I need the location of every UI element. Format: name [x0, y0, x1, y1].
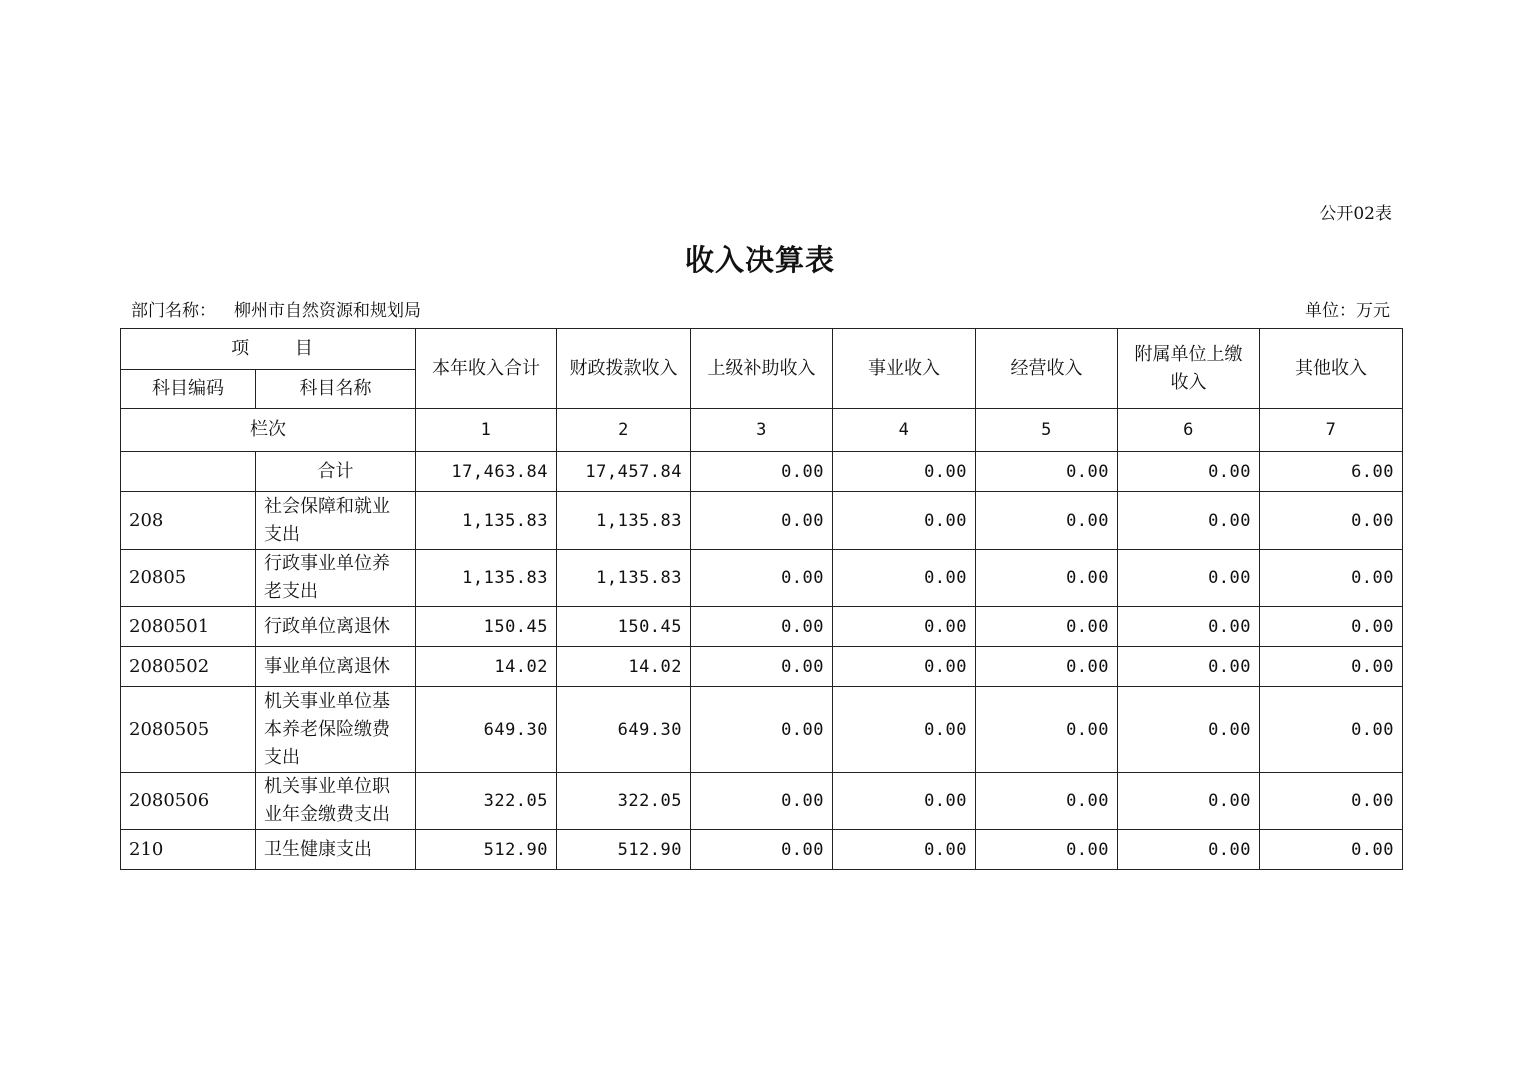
index-label: 栏次	[121, 409, 416, 452]
row-value: 322.05	[416, 773, 557, 830]
row-value: 0.00	[691, 687, 833, 773]
header-col-label-line: 其他收入	[1295, 357, 1368, 379]
row-value: 649.30	[557, 687, 691, 773]
row-name-line: 业年金缴费支出	[264, 804, 390, 825]
header-col-7	[1260, 329, 1403, 409]
row-name	[256, 607, 416, 647]
row-name-line: 社会保障和就业	[264, 495, 390, 517]
header-col-label-line: 财政拨款收入	[569, 357, 678, 379]
row-value: 0.00	[976, 830, 1118, 870]
row-name	[256, 687, 416, 773]
index-number: 7	[1260, 409, 1403, 452]
row-value: 150.45	[557, 607, 691, 647]
row-value: 0.00	[691, 830, 833, 870]
row-value: 0.00	[976, 607, 1118, 647]
row-value: 0.00	[1118, 647, 1260, 687]
total-value: 6.00	[1260, 452, 1403, 492]
row-code: 2080505	[121, 687, 256, 773]
header-col-4	[833, 329, 976, 409]
header-col-1	[416, 329, 557, 409]
row-value: 0.00	[833, 830, 976, 870]
row-name	[256, 550, 416, 607]
row-value: 0.00	[833, 647, 976, 687]
index-number: 1	[416, 409, 557, 452]
header-project-text: 项 目	[231, 338, 333, 359]
row-value: 0.00	[1118, 773, 1260, 830]
row-value: 0.00	[833, 687, 976, 773]
header-name: 科目名称	[256, 370, 416, 409]
header-code: 科目编码	[121, 370, 256, 409]
row-value: 0.00	[976, 647, 1118, 687]
index-number: 2	[557, 409, 691, 452]
row-value: 0.00	[833, 550, 976, 607]
header-col-label-line: 经营收入	[1010, 357, 1083, 379]
row-value: 1,135.83	[557, 492, 691, 550]
row-value: 0.00	[833, 773, 976, 830]
row-value: 0.00	[1260, 492, 1403, 550]
row-code: 20805	[121, 550, 256, 607]
row-name-line: 卫生健康支出	[264, 838, 372, 860]
row-value: 0.00	[1260, 687, 1403, 773]
total-code	[121, 452, 256, 492]
header-col-label-line: 附属单位上缴	[1134, 343, 1243, 365]
row-value: 0.00	[1260, 550, 1403, 607]
row-name-line: 行政单位离退休	[264, 615, 390, 637]
header-col-label-line: 上级补助收入	[707, 357, 816, 379]
row-value: 1,135.83	[416, 492, 557, 550]
row-name-line: 机关事业单位基	[264, 690, 390, 712]
row-value: 150.45	[416, 607, 557, 647]
header-col-5	[976, 329, 1118, 409]
row-value: 0.00	[691, 492, 833, 550]
page-title: 收入决算表	[684, 243, 835, 277]
total-label: 合计	[256, 452, 416, 492]
department-line	[131, 296, 421, 321]
table-row	[121, 607, 1403, 647]
table-row	[121, 830, 1403, 870]
unit-label: 单位：万元	[1305, 301, 1390, 321]
row-name-line: 老支出	[264, 581, 318, 602]
row-code: 2080501	[121, 607, 256, 647]
row-value: 14.02	[416, 647, 557, 687]
row-name	[256, 647, 416, 687]
form-number: 公开02表	[1319, 204, 1392, 224]
total-value: 0.00	[976, 452, 1118, 492]
index-number: 4	[833, 409, 976, 452]
row-code: 2080506	[121, 773, 256, 830]
row-value: 649.30	[416, 687, 557, 773]
row-value: 0.00	[1118, 492, 1260, 550]
row-value: 0.00	[833, 607, 976, 647]
row-code: 210	[121, 830, 256, 870]
row-value: 0.00	[1260, 647, 1403, 687]
row-name-line: 事业单位离退休	[264, 655, 390, 677]
row-value: 0.00	[1118, 830, 1260, 870]
header-col-label-line: 本年收入合计	[432, 357, 541, 379]
row-value: 0.00	[1260, 830, 1403, 870]
index-number: 6	[1118, 409, 1260, 452]
total-value: 0.00	[691, 452, 833, 492]
index-row	[121, 409, 1403, 452]
header-col-2	[557, 329, 691, 409]
row-value: 0.00	[976, 773, 1118, 830]
row-value: 512.90	[416, 830, 557, 870]
row-value: 0.00	[691, 773, 833, 830]
row-value: 14.02	[557, 647, 691, 687]
header-row-1	[121, 329, 1403, 370]
row-name-line: 机关事业单位职	[264, 776, 390, 797]
table-row	[121, 687, 1403, 773]
row-value: 0.00	[1260, 773, 1403, 830]
department-label: 部门名称：	[131, 301, 216, 321]
header-col-3	[691, 329, 833, 409]
index-number: 5	[976, 409, 1118, 452]
header-col-6	[1118, 329, 1260, 409]
table-body	[121, 329, 1403, 870]
row-value: 322.05	[557, 773, 691, 830]
table-row	[121, 492, 1403, 550]
row-name-line: 支出	[264, 523, 300, 545]
row-name-line: 本养老保险缴费	[264, 718, 390, 740]
row-value: 1,135.83	[416, 550, 557, 607]
income-table	[120, 328, 1403, 870]
row-code: 2080502	[121, 647, 256, 687]
total-value: 17,457.84	[557, 452, 691, 492]
row-name	[256, 773, 416, 830]
total-value: 0.00	[833, 452, 976, 492]
total-row	[121, 452, 1403, 492]
header-project	[121, 329, 416, 370]
row-code: 208	[121, 492, 256, 550]
row-value: 0.00	[976, 550, 1118, 607]
total-value: 0.00	[1118, 452, 1260, 492]
row-name-line: 支出	[264, 746, 300, 768]
department-name: 柳州市自然资源和规划局	[234, 301, 421, 321]
row-value: 0.00	[691, 550, 833, 607]
row-value: 1,135.83	[557, 550, 691, 607]
header-col-label-line: 事业收入	[868, 357, 941, 379]
row-value: 0.00	[976, 492, 1118, 550]
row-value: 0.00	[1260, 607, 1403, 647]
row-name-line: 行政事业单位养	[264, 553, 390, 574]
row-value: 0.00	[691, 647, 833, 687]
row-value: 512.90	[557, 830, 691, 870]
table-row	[121, 647, 1403, 687]
row-value: 0.00	[1118, 607, 1260, 647]
header-col-label-line: 收入	[1170, 371, 1207, 393]
row-name	[256, 492, 416, 550]
table-row	[121, 550, 1403, 607]
table-row	[121, 773, 1403, 830]
row-value: 0.00	[833, 492, 976, 550]
index-number: 3	[691, 409, 833, 452]
row-value: 0.00	[976, 687, 1118, 773]
row-value: 0.00	[691, 607, 833, 647]
row-value: 0.00	[1118, 687, 1260, 773]
row-name	[256, 830, 416, 870]
row-value: 0.00	[1118, 550, 1260, 607]
total-value: 17,463.84	[416, 452, 557, 492]
